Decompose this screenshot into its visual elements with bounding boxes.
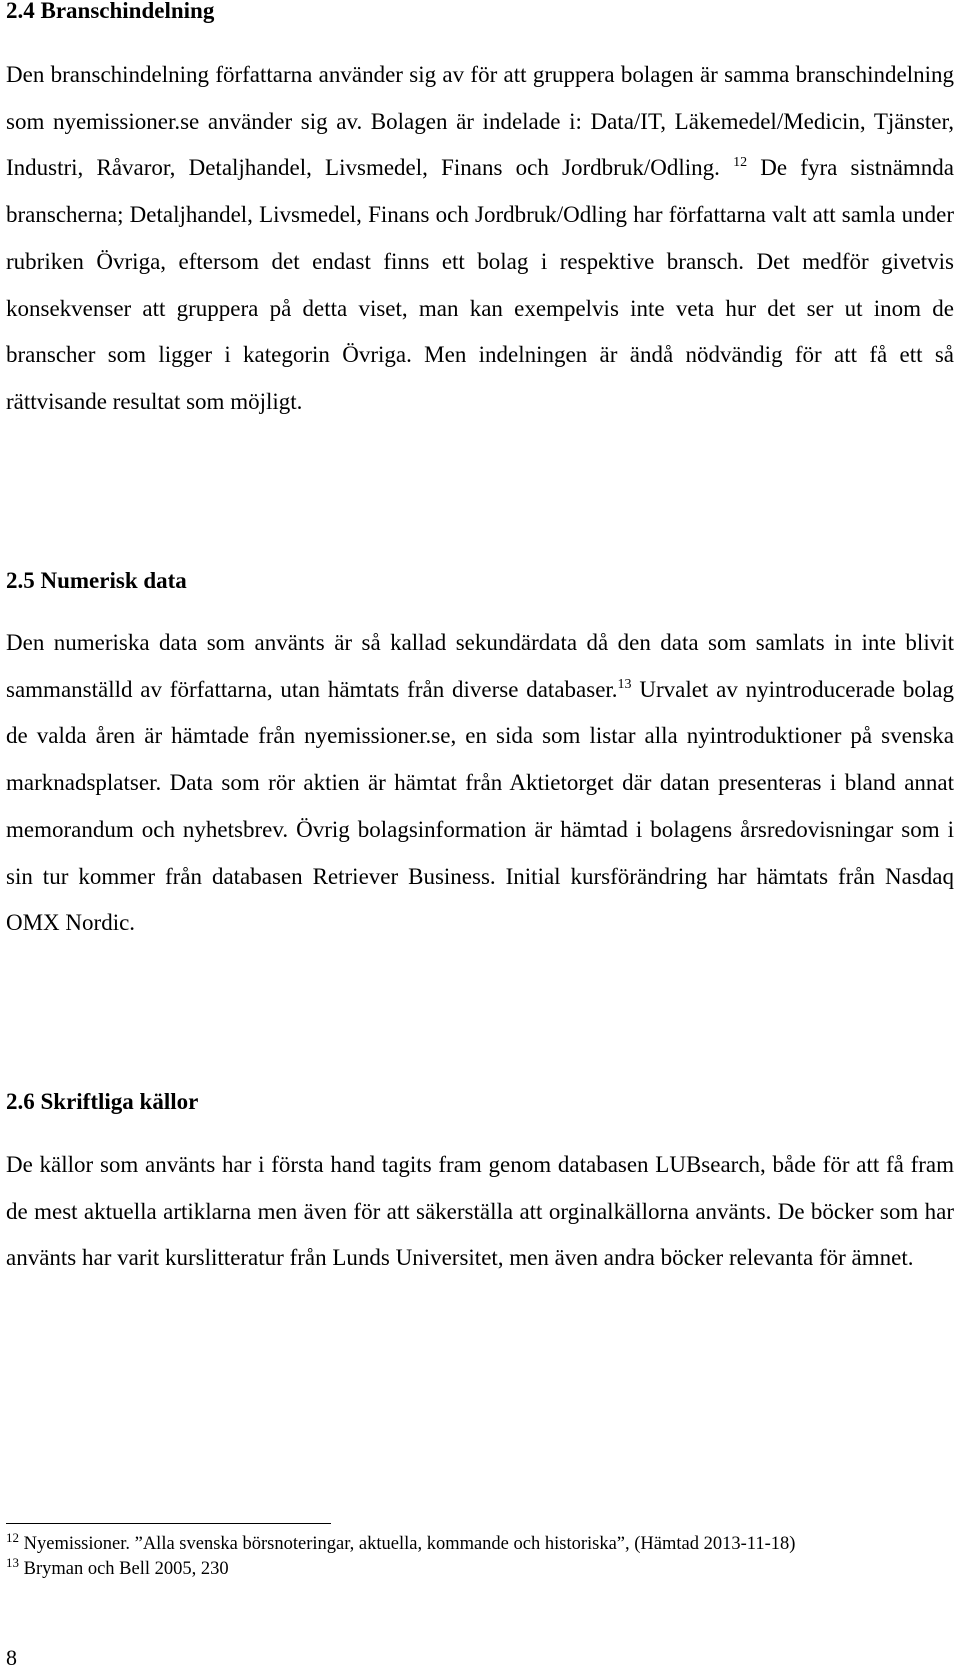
footnote-reference: 13 (617, 676, 632, 692)
paragraph-text: Urvalet av nyintroducerade bolag de valda åren är hämtade från nyemissioner.se, en sida som listar alla nyintroduktioner på svenska marknadsplatser. Data som rör aktien är hämtat från Aktietorget där datan presenteras i bland annat memorandum och nyhetsbrev. Övrig bolagsinformation är hämtad i bolagens årsredovisningar som i sin tur kommer från databasen Retriever Business. Initial kursförändring har hämtats från Nasdaq OMX Nordic. (6, 676, 954, 936)
paragraph-numerisk-data (6, 620, 954, 947)
paragraph-text: Den branschindelning författarna använder sig av för att gruppera bolagen är samma branschindelning som nyemissioner.se använder sig av. Bolagen är indelade i: Data/IT, Läkemedel/Medicin, Tjänster, Industri, Råvaror, Detaljhandel, Livsmedel, Finans och Jordbruk/Odling. (6, 62, 954, 181)
footnote-reference: 12 (733, 155, 748, 171)
footnote-number: 12 (6, 1530, 19, 1545)
paragraph-text: Den numeriska data som använts är så kallad sekundärdata då den data som samlats in inte blivit sammanställd av författarna, utan hämtats från diverse databaser. (6, 630, 954, 702)
footnote-number: 13 (6, 1555, 19, 1570)
footnotes (6, 1532, 954, 1582)
paragraph-branschindelning (6, 52, 954, 426)
section-heading-skriftliga-kallor: 2.6 Skriftliga källor (6, 1089, 199, 1114)
footnote-text: Bryman och Bell 2005, 230 (23, 1559, 229, 1579)
section-heading-branschindelning: 2.4 Branschindelning (6, 0, 215, 23)
page-number: 8 (6, 1645, 17, 1670)
section-heading-numerisk-data: 2.5 Numerisk data (6, 568, 187, 593)
footnote-12 (6, 1532, 954, 1557)
footnote-text: Nyemissioner. ”Alla svenska börsnoteringar, aktuella, kommande och historiska”, (Hämtad 2013-11-18) (23, 1534, 796, 1554)
footnote-13 (6, 1557, 954, 1582)
footnote-separator (6, 1523, 331, 1524)
document-page (6, 0, 954, 1673)
paragraph-text: De fyra sistnämnda branscherna; Detaljhandel, Livsmedel, Finans och Jordbruk/Odling har författarna valt att samla under rubriken Övriga, eftersom det endast finns ett bolag i respektive bransch. Det medför givetvis konsekvenser att gruppera på detta viset, man kan exempelvis inte veta hur det ser ut inom de branscher som ligger i kategorin Övriga. Men indelningen är ändå nödvändig för att få ett så rättvisande resultat som möjligt. (6, 155, 954, 414)
paragraph-skriftliga-kallor: De källor som använts har i första hand tagits fram genom databasen LUBsearch, både för att få fram de mest aktuella artiklarna men även för att säkerställa att orginalkällorna använts. De böcker som har använts har varit kurslitteratur från Lunds Universitet, men även andra böcker relevanta för ämnet. (6, 1152, 954, 1271)
